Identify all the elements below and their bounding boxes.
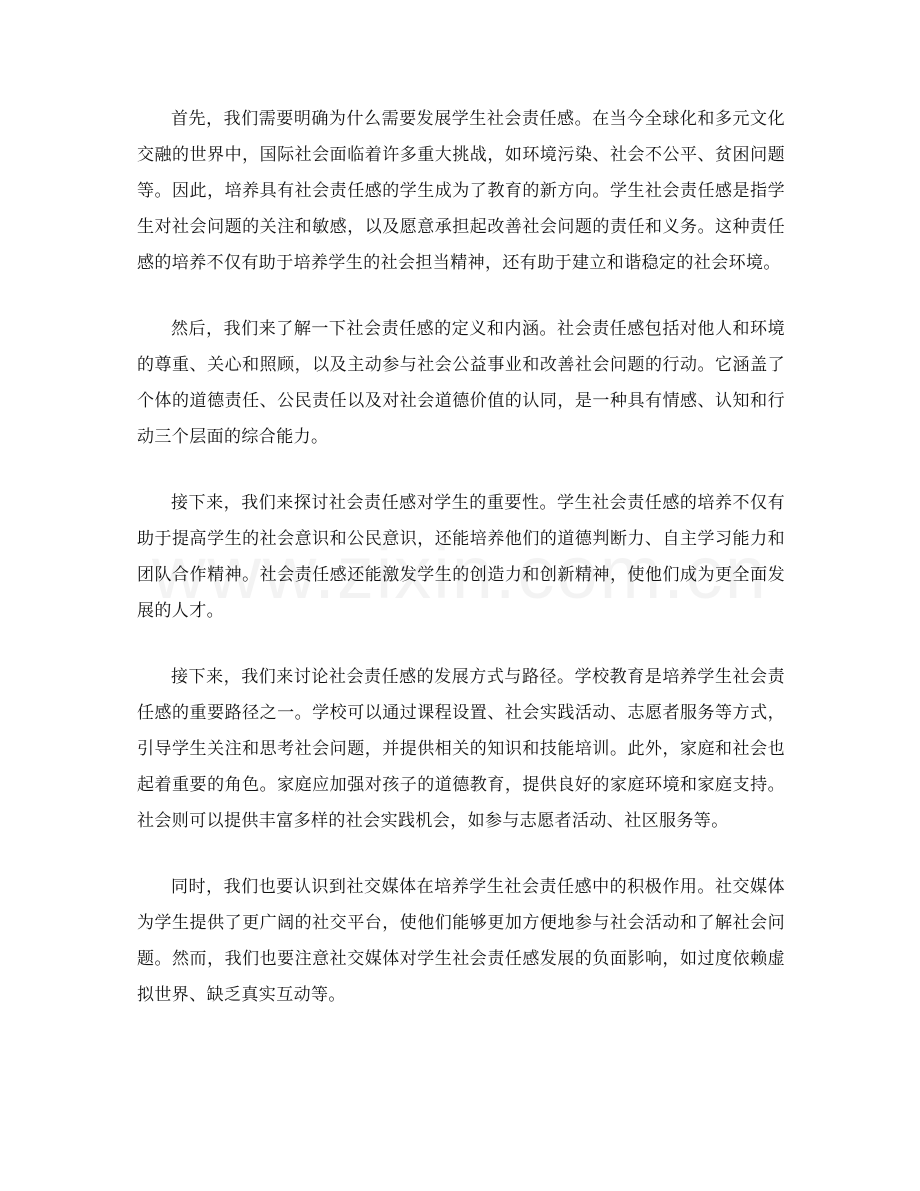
paragraph-5: 同时，我们也要认识到社交媒体在培养学生社会责任感中的积极作用。社交媒体为学生提供了更广阔的社交平台，使他们能够更加方便地参与社会活动和了解社会问题。然而，我们也要注意社交媒体对学生社会责任感发展的负面影响，如过度依赖虚拟世界、缺乏真实互动等。	[137, 877, 785, 1005]
paragraph-2: 然后，我们来了解一下社会责任感的定义和内涵。社会责任感包括对他人和环境的尊重、关心和照顾，以及主动参与社会公益事业和改善社会问题的行动。它涵盖了个体的道德责任、公民责任以及对社会道德价值的认同，是一种具有情感、认知和行动三个层面的综合能力。	[137, 319, 785, 447]
paragraph-4: 接下来，我们来讨论社会责任感的发展方式与路径。学校教育是培养学生社会责任感的重要路径之一。学校可以通过课程设置、社会实践活动、志愿者服务等方式，引导学生关注和思考社会问题，并提供相关的知识和技能培训。此外，家庭和社会也起着重要的角色。家庭应加强对孩子的道德教育，提供良好的家庭环境和家庭支持。社会则可以提供丰富多样的社会实践机会，如参与志愿者活动、社区服务等。	[137, 667, 785, 831]
document-body	[137, 101, 785, 1043]
paragraph-3: 接下来，我们来探讨社会责任感对学生的重要性。学生社会责任感的培养不仅有助于提高学生的社会意识和公民意识，还能培养他们的道德判断力、自主学习能力和团队合作精神。社会责任感还能激发学生的创造力和创新精神，使他们成为更全面发展的人才。	[137, 493, 785, 621]
paragraph-1: 首先，我们需要明确为什么需要发展学生社会责任感。在当今全球化和多元文化交融的世界中，国际社会面临着许多重大挑战，如环境污染、社会不公平、贫困问题等。因此，培养具有社会责任感的学生成为了教育的新方向。学生社会责任感是指学生对社会问题的关注和敏感，以及愿意承担起改善社会问题的责任和义务。这种责任感的培养不仅有助于培养学生的社会担当精神，还有助于建立和谐稳定的社会环境。	[137, 109, 785, 273]
